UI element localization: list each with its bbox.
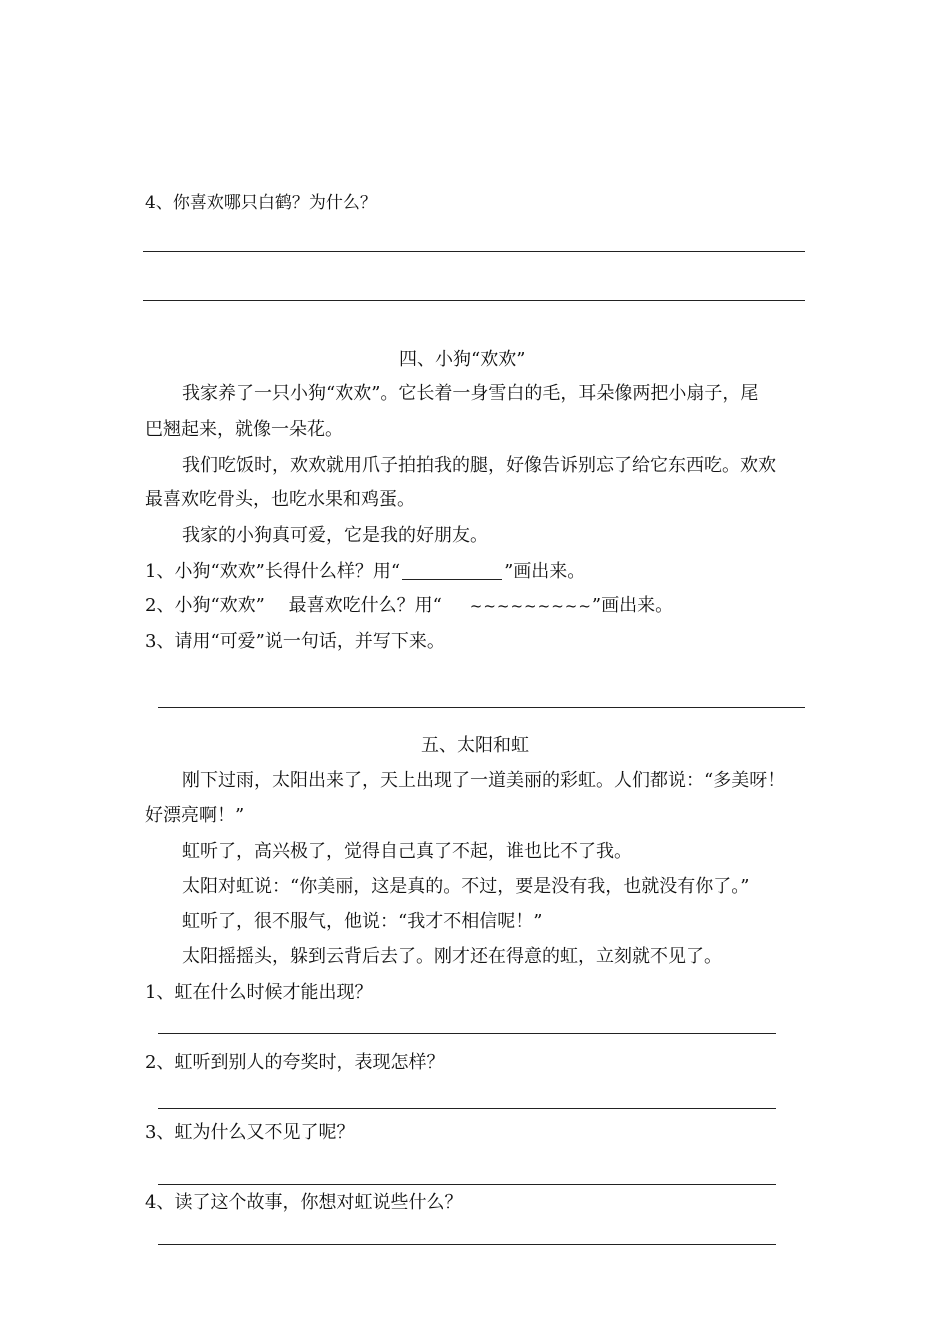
passage-4-p1-line1: 我家养了一只小狗“欢欢”。它长着一身雪白的毛，耳朵像两把小扇子，尾 (182, 383, 759, 404)
passage-5-p5: 太阳摇摇头，躲到云背后去了。刚才还在得意的虹，立刻就不见了。 (182, 946, 722, 967)
section-4-title: 四、小狗“欢欢” (399, 349, 526, 370)
question-5-2: 2、虹听到别人的夸奖时，表现怎样？ (145, 1052, 445, 1073)
passage-5-p1-line2: 好漂亮啊！” (145, 805, 245, 826)
answer-line (158, 1033, 776, 1034)
answer-line (143, 300, 805, 301)
wavy-underline-sample: ~~~~~~~~~ (469, 597, 592, 615)
passage-4-p1-line2: 巴翘起来，就像一朵花。 (145, 419, 343, 440)
passage-4-p2-line2: 最喜欢吃骨头，也吃水果和鸡蛋。 (145, 489, 415, 510)
answer-line (158, 1184, 776, 1185)
passage-5-p3: 太阳对虹说：“你美丽，这是真的。不过，要是没有我，也就没有你了。” (182, 876, 750, 897)
answer-line (158, 707, 805, 708)
question-4-3: 3、请用“可爱”说一句话，并写下来。 (145, 631, 445, 652)
question-4-1-prefix: 1、小狗“欢欢”长得什么样？用“ (145, 561, 401, 582)
question-4-2 (145, 595, 673, 617)
question-4-1-suffix: ”画出来。 (504, 561, 586, 582)
question-4-2-suffix: ”画出来。 (591, 595, 674, 616)
passage-5-p1-line1: 刚下过雨，太阳出来了，天上出现了一道美丽的彩虹。人们都说：“多美呀！ (182, 770, 786, 791)
question-4-2-prefix: 2、小狗“欢欢” 最喜欢吃什么？用“ (145, 595, 442, 616)
answer-line (158, 1244, 776, 1245)
question-5-3: 3、虹为什么又不见了呢？ (145, 1122, 355, 1143)
passage-4-p2-line1: 我们吃饭时，欢欢就用爪子拍拍我的腿，好像告诉别忘了给它东西吃。欢欢 (182, 455, 776, 476)
question-4-1 (145, 561, 585, 583)
answer-line (158, 1108, 776, 1109)
answer-line (143, 251, 805, 252)
passage-5-p4: 虹听了，很不服气，他说：“我才不相信呢！” (182, 911, 543, 932)
passage-4-p3: 我家的小狗真可爱，它是我的好朋友。 (182, 525, 488, 546)
question-3-4: 4、你喜欢哪只白鹤？为什么？ (145, 193, 377, 213)
question-5-1: 1、虹在什么时候才能出现？ (145, 982, 373, 1003)
passage-5-p2: 虹听了，高兴极了，觉得自己真了不起，谁也比不了我。 (182, 841, 632, 862)
section-5-title: 五、太阳和虹 (421, 735, 529, 756)
straight-underline-sample (402, 561, 502, 580)
question-5-4: 4、读了这个故事，你想对虹说些什么？ (145, 1192, 463, 1213)
